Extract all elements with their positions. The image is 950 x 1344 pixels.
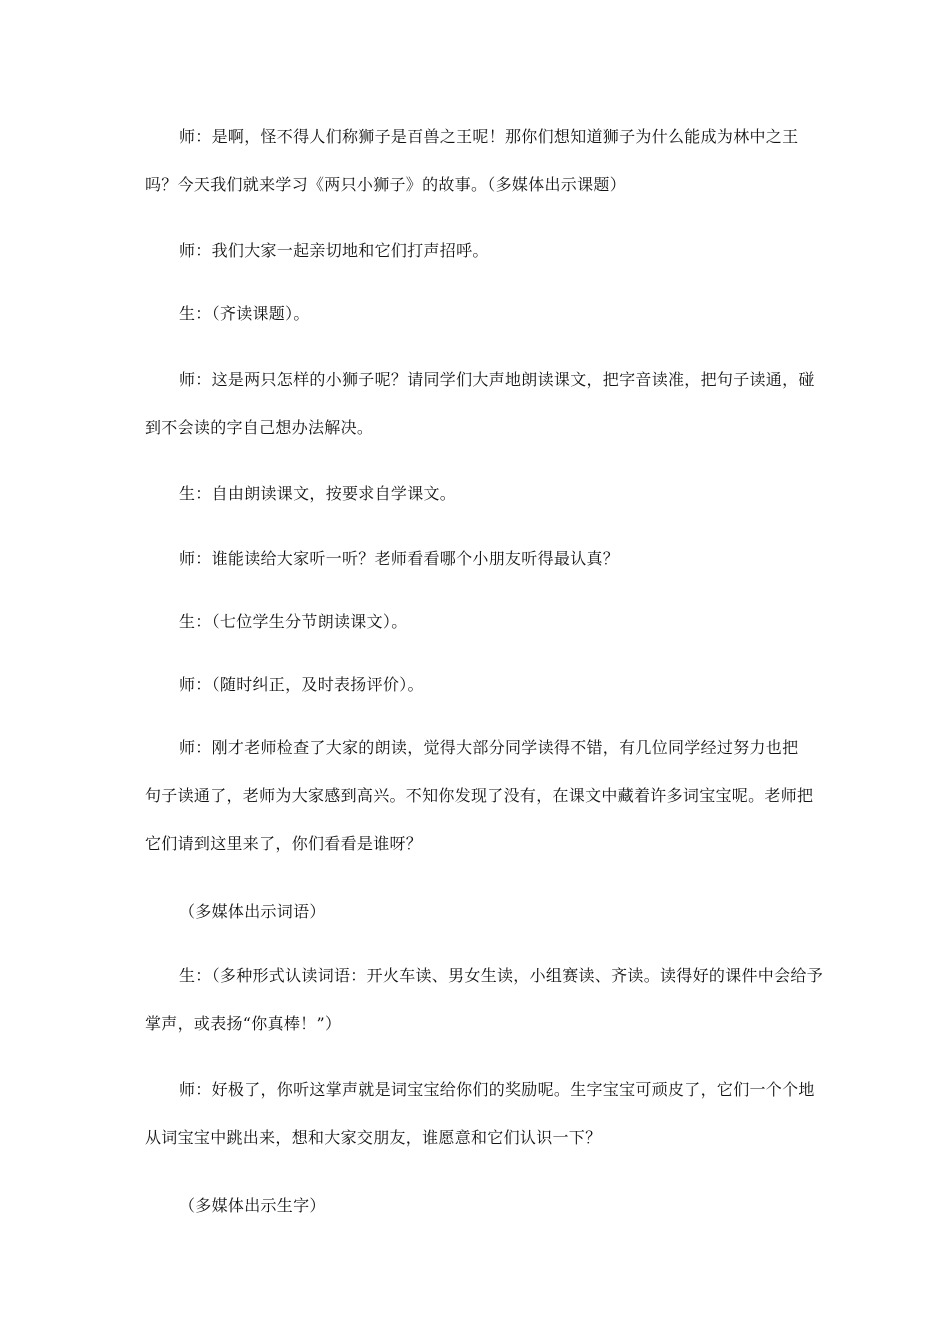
text-line: 吗？今天我们就来学习《两只小狮子》的故事。（多媒体出示课题）	[145, 175, 627, 194]
paragraph	[145, 227, 810, 275]
text-line: 师：谁能读给大家听一听？老师看看哪个小朋友听得最认真？	[179, 549, 620, 568]
text-line: （多媒体出示生字）	[179, 1196, 326, 1215]
text-line: 师：是啊，怪不得人们称狮子是百兽之王呢！那你们想知道狮子为什么能成为林中之王	[179, 127, 799, 146]
paragraph	[145, 113, 810, 209]
text-line: 生：（齐读课题）。	[179, 304, 310, 323]
text-line: （多媒体出示词语）	[179, 902, 326, 921]
text-line: 师：刚才老师检查了大家的朗读，觉得大部分同学读得不错，有几位同学经过努力也把	[179, 738, 799, 757]
paragraph	[145, 1182, 810, 1230]
text-line: 师：（随时纠正，及时表扬评价）。	[179, 675, 424, 694]
text-line: 师：这是两只怎样的小狮子呢？请同学们大声地朗读课文，把字音读准，把句子读通，碰	[179, 370, 815, 389]
paragraph	[145, 952, 824, 1048]
paragraph	[145, 598, 810, 646]
paragraph	[145, 535, 810, 583]
paragraph	[145, 290, 810, 338]
text-line: 从词宝宝中跳出来，想和大家交朋友，谁愿意和它们认识一下？	[145, 1128, 602, 1147]
text-line: 掌声，或表扬“你真棒！”）	[145, 1014, 342, 1033]
text-line: 师：好极了，你听这掌声就是词宝宝给你们的奖励呢。生字宝宝可顽皮了，它们一个个地	[179, 1080, 815, 1099]
paragraph	[145, 888, 810, 936]
text-line: 它们请到这里来了，你们看看是谁呀？	[145, 834, 423, 853]
paragraph	[145, 470, 810, 518]
text-line: 生：（七位学生分节朗读课文）。	[179, 612, 408, 631]
paragraph	[145, 356, 815, 452]
paragraph	[145, 724, 814, 868]
text-line: 句子读通了，老师为大家感到高兴。不知你发现了没有，在课文中藏着许多词宝宝呢。老师把	[145, 786, 814, 805]
paragraph	[145, 661, 810, 709]
text-line: 师：我们大家一起亲切地和它们打声招呼。	[179, 241, 489, 260]
text-line: 生：（多种形式认读词语：开火车读、男女生读，小组赛读、齐读。读得好的课件中会给予	[179, 966, 824, 985]
paragraph	[145, 1066, 815, 1162]
text-line: 到不会读的字自己想办法解决。	[145, 418, 374, 437]
text-line: 生：自由朗读课文，按要求自学课文。	[179, 484, 457, 503]
